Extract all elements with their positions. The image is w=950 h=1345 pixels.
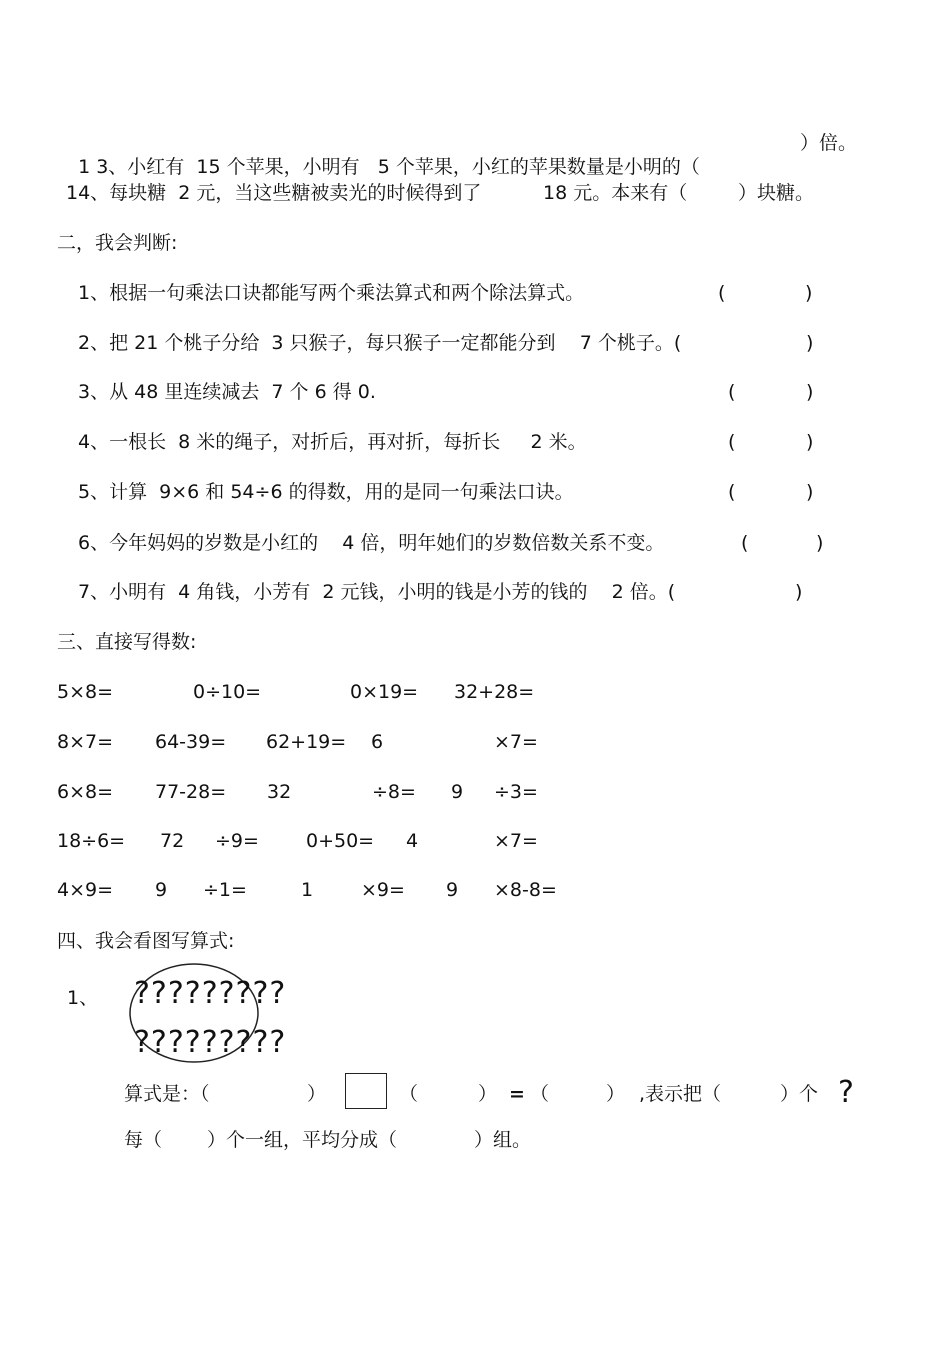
picture-row-2: ????????? <box>134 1025 287 1060</box>
judge-item-2-close: ) <box>806 332 814 354</box>
question-13-text: 1 3、小红有 15 个苹果，小明有 5 个苹果，小红的苹果数量是小明的（ <box>78 156 700 178</box>
judge-item-5: 5、计算 9×6 和 54÷6 的得数，用的是同一句乘法口诀。 <box>78 481 574 503</box>
judge-item-1: 1、根据一句乘法口诀都能写两个乘法算式和两个除法算式。 <box>78 282 585 304</box>
calc-cell: 0×19= <box>350 681 419 703</box>
calc-cell: ×9= <box>361 879 405 901</box>
formula-paren-3-close: ） <box>606 1083 626 1105</box>
calc-cell: 32+28= <box>454 681 535 703</box>
judge-item-2: 2、把 21 个桃子分给 3 只猴子，每只猴子一定都能分到 7 个桃子。( <box>78 332 682 354</box>
calc-cell: 9 <box>155 879 168 901</box>
calc-cell: 77-28= <box>155 781 227 803</box>
section-calc-heading: 三、直接写得数: <box>57 631 197 653</box>
calc-cell: ÷1= <box>203 879 247 901</box>
formula-paren-3-open: （ <box>530 1083 550 1105</box>
calc-cell: ×8-8= <box>494 879 557 901</box>
judge-item-3-open: ( <box>728 381 736 403</box>
calc-cell: 0+50= <box>306 830 375 852</box>
formula-paren-2-open: （ <box>399 1083 419 1105</box>
judge-item-5-close: ) <box>806 481 814 503</box>
formula-explain-2: ）个 <box>780 1083 819 1105</box>
formula-object-mark: ? <box>838 1075 854 1110</box>
formula-paren-2-close: ） <box>478 1083 498 1105</box>
judge-item-4-close: ) <box>806 431 814 453</box>
calc-cell: ÷9= <box>215 830 259 852</box>
question-13-blank-close: ）倍。 <box>800 132 858 154</box>
calc-cell: ×7= <box>494 830 538 852</box>
picture-question-number: 1、 <box>67 987 99 1009</box>
judge-item-6-open: ( <box>741 532 749 554</box>
calc-cell: 32 <box>267 781 292 803</box>
calc-cell: 1 <box>301 879 314 901</box>
explain-line-c: ）组。 <box>474 1129 532 1151</box>
formula-label: 算式是：（ <box>124 1083 210 1105</box>
formula-equals: = <box>509 1083 525 1105</box>
calc-cell: 5×8= <box>57 681 114 703</box>
calc-cell: ÷8= <box>372 781 416 803</box>
judge-item-6: 6、今年妈妈的岁数是小红的 4 倍，明年她们的岁数倍数关系不变。 <box>78 532 665 554</box>
calc-cell: 8×7= <box>57 731 114 753</box>
formula-paren-1-close: ） <box>307 1083 327 1105</box>
calc-cell: ÷3= <box>494 781 538 803</box>
judge-item-1-open: ( <box>718 282 726 304</box>
calc-cell: 72 <box>160 830 185 852</box>
judge-item-3: 3、从 48 里连续减去 7 个 6 得 0. <box>78 381 376 403</box>
section-judge-heading: 二，我会判断: <box>57 232 178 254</box>
calc-cell: 9 <box>451 781 464 803</box>
question-14-text-3: ）块糖。 <box>738 182 815 204</box>
formula-explain: ,表示把（ <box>639 1083 722 1105</box>
picture-row-1: ????????? <box>134 976 287 1011</box>
calc-cell: 0÷10= <box>193 681 262 703</box>
calc-cell: 64-39= <box>155 731 227 753</box>
calc-cell: 62+19= <box>266 731 347 753</box>
calc-cell: 4 <box>406 830 419 852</box>
calc-cell: 6×8= <box>57 781 114 803</box>
judge-item-3-close: ) <box>806 381 814 403</box>
judge-item-4-open: ( <box>728 431 736 453</box>
operator-box[interactable] <box>345 1073 387 1109</box>
judge-item-4: 4、一根长 8 米的绳子，对折后，再对折，每折长 2 米。 <box>78 431 587 453</box>
calc-cell: 9 <box>446 879 459 901</box>
judge-item-7: 7、小明有 4 角钱，小芳有 2 元钱，小明的钱是小芳的钱的 2 倍。( <box>78 581 676 603</box>
calc-cell: 4×9= <box>57 879 114 901</box>
explain-line-a: 每（ <box>124 1129 163 1151</box>
judge-item-7-close: ) <box>795 581 803 603</box>
calc-cell: 18÷6= <box>57 830 126 852</box>
question-14-text-2: 18 元。本来有（ <box>543 182 688 204</box>
judge-item-6-close: ) <box>816 532 824 554</box>
calc-cell: ×7= <box>494 731 538 753</box>
explain-line-b: ）个一组，平均分成（ <box>207 1129 398 1151</box>
calc-cell: 6 <box>371 731 384 753</box>
section-picture-heading: 四、我会看图写算式: <box>57 930 235 952</box>
judge-item-5-open: ( <box>728 481 736 503</box>
judge-item-1-close: ) <box>805 282 813 304</box>
question-14-text: 14、每块糖 2 元，当这些糖被卖光的时候得到了 <box>66 182 482 204</box>
